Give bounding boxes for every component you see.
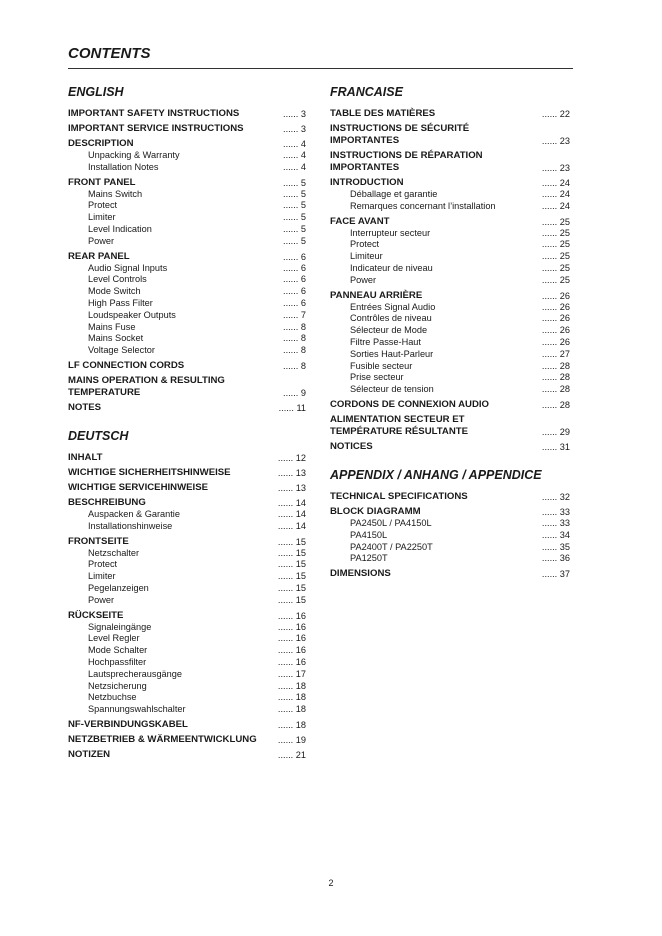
toc-entry-label: Filtre Passe-Haut	[350, 336, 421, 347]
toc-entry-label: Signaleingänge	[88, 621, 152, 632]
toc-entry-page: ...... 5	[283, 223, 306, 234]
toc-subentry[interactable]	[330, 239, 570, 251]
toc-subentry[interactable]	[68, 681, 306, 693]
toc-entry-page: ...... 25	[541, 239, 570, 250]
toc-entry-page: ...... 25	[541, 216, 570, 227]
section-heading: DEUTSCH	[68, 428, 129, 443]
toc-entry-label: Sélecteur de tension	[350, 384, 434, 395]
toc-entry-label: Limiteur	[350, 251, 383, 262]
toc-subentry[interactable]	[68, 298, 306, 310]
toc-entry-label: Limiter	[88, 571, 116, 582]
toc-entry-label: Indicateur de niveau	[350, 262, 433, 273]
toc-subentry[interactable]	[68, 633, 306, 645]
toc-entry-page: ...... 22	[541, 109, 570, 119]
toc-entry[interactable]	[330, 568, 570, 580]
toc-entry-label: Prise secteur	[350, 372, 404, 383]
toc-entry[interactable]	[68, 108, 306, 120]
toc-subentry[interactable]	[330, 542, 570, 554]
toc-entry-label: Mains Switch	[88, 188, 143, 199]
toc-entry-page: ...... 8	[283, 333, 306, 344]
toc-entry-page: ...... 29	[541, 426, 570, 437]
toc-entry-label: RÜCKSEITE	[68, 609, 124, 621]
toc-entry-page: ...... 6	[283, 297, 306, 308]
toc-entry-page: ...... 16	[277, 633, 306, 644]
toc-entry-label: TABLE DES MATIÈRES	[330, 108, 436, 119]
toc-entry-page: ...... 15	[277, 536, 306, 547]
toc-entry-page: ...... 34	[541, 529, 570, 540]
toc-entry-page: ...... 17	[277, 668, 306, 679]
toc-subentry[interactable]	[68, 200, 306, 212]
toc-entry[interactable]	[68, 536, 306, 548]
toc-entry-page: ...... 6	[283, 274, 306, 285]
toc-subentry[interactable]	[68, 669, 306, 681]
page-number: 2	[328, 878, 334, 888]
toc-entry-label: Lautsprecherausgänge	[88, 668, 182, 679]
toc-entry-page: ...... 18	[277, 704, 306, 715]
toc-entry-label: Installationshinweise	[88, 520, 173, 531]
toc-subentry[interactable]	[330, 361, 570, 373]
toc-entry-label: PANNEAU ARRIÈRE	[330, 289, 423, 301]
toc-entry-page: ...... 25	[541, 251, 570, 262]
toc-entry-page: ...... 26	[541, 336, 570, 347]
toc-entry-label: Netzsicherung	[88, 680, 147, 691]
toc-subentry[interactable]	[68, 622, 306, 634]
toc-subentry[interactable]	[68, 559, 306, 571]
toc-entry-page: ...... 25	[541, 227, 570, 238]
toc-entry-label: Mode Schalter	[88, 645, 148, 656]
toc-entry[interactable]	[330, 108, 570, 120]
toc-entry-page: ...... 15	[277, 594, 306, 605]
toc-entry-page: ...... 24	[541, 189, 570, 199]
toc-subentry[interactable]	[68, 571, 306, 583]
toc-entry-page: ...... 16	[277, 610, 306, 621]
toc-subentry[interactable]	[68, 657, 306, 669]
toc-entry-page: ...... 28	[541, 384, 570, 395]
toc-entry-label: FRONT PANEL	[68, 176, 136, 188]
toc-entry-label: IMPORTANT SAFETY INSTRUCTIONS	[68, 108, 240, 119]
toc-entry-label: Netzbuchse	[88, 692, 137, 703]
section-heading: APPENDIX / ANHANG / APPENDICE	[330, 467, 542, 482]
toc-entry-label: Level Regler	[88, 633, 140, 644]
toc-entry-page: ...... 16	[277, 645, 306, 656]
toc-entry-page: ...... 4	[283, 161, 306, 172]
toc-entry-label: Sorties Haut-Parleur	[350, 348, 434, 359]
toc-entry-page: ...... 18	[277, 719, 306, 730]
toc-entry-page: ...... 33	[541, 506, 570, 517]
toc-entry[interactable]	[330, 123, 570, 147]
toc-subentry[interactable]	[68, 704, 306, 716]
toc-entry[interactable]	[68, 138, 306, 150]
toc-entry-label: NETZBETRIEB & WÄRMEENTWICKLUNG	[68, 733, 257, 745]
toc-entry-page: ...... 15	[277, 559, 306, 570]
toc-entry-page: ...... 25	[541, 274, 570, 285]
toc-subentry[interactable]	[68, 162, 306, 174]
toc-entry-label: Protect	[350, 239, 380, 250]
toc-entry-label: Audio Signal Inputs	[88, 262, 168, 273]
page-title: CONTENTS	[68, 45, 151, 62]
toc-entry[interactable]	[68, 467, 306, 479]
toc-entry-label: INTRODUCTION	[330, 177, 404, 188]
toc-entry-page: ...... 4	[283, 139, 306, 149]
toc-entry-label: NOTIZEN	[68, 748, 111, 760]
toc-subentry[interactable]	[68, 224, 306, 236]
toc-entry-page: ...... 32	[541, 491, 570, 502]
toc-entry-page: ...... 6	[283, 262, 306, 273]
toc-entry-label: INSTRUCTIONS DE SÉCURITÉ IMPORTANTES	[330, 123, 470, 146]
toc-entry-page: ...... 14	[277, 520, 306, 531]
toc-entry-page: ...... 8	[283, 321, 306, 332]
toc-entry-page: ...... 9	[283, 387, 306, 398]
toc-entry-label: PA1250T	[350, 553, 388, 564]
toc-subentry[interactable]	[330, 228, 570, 240]
section-spacer	[330, 453, 570, 467]
toc-entry-label: INHALT	[68, 451, 103, 463]
toc-entry[interactable]	[68, 497, 306, 509]
toc-entry-label: CORDONS DE CONNEXION AUDIO	[330, 398, 490, 410]
toc-entry[interactable]	[68, 360, 306, 372]
toc-left-column	[68, 84, 306, 761]
toc-entry-page: ...... 33	[541, 517, 570, 528]
toc-entry-label: Protect	[88, 559, 118, 570]
toc-entry[interactable]	[68, 123, 306, 135]
toc-entry-label: Entrées Signal Audio	[350, 301, 436, 312]
toc-subentry[interactable]	[330, 530, 570, 542]
toc-entry-label: FRONTSEITE	[68, 535, 129, 547]
toc-subentry[interactable]	[330, 201, 570, 213]
toc-entry[interactable]	[330, 491, 570, 503]
toc-entry-label: NF-VERBINDUNGSKABEL	[68, 718, 188, 730]
toc-entry[interactable]	[330, 441, 570, 453]
toc-entry-label: Spannungswahlschalter	[88, 704, 186, 715]
toc-entry-page: ...... 5	[283, 235, 306, 246]
toc-entry-page: ...... 15	[277, 547, 306, 558]
toc-entry-label: Level Controls	[88, 274, 147, 285]
toc-entry-label: FACE AVANT	[330, 215, 390, 227]
toc-entry[interactable]	[330, 506, 570, 518]
toc-entry-label: BESCHREIBUNG	[68, 496, 146, 508]
toc-entry-label: Installation Notes	[88, 161, 159, 172]
toc-entry-page: ...... 26	[541, 325, 570, 336]
toc-subentry[interactable]	[68, 236, 306, 248]
toc-entry-label: Level Indication	[88, 223, 152, 234]
toc-entry[interactable]	[68, 734, 306, 746]
toc-entry-label: Limiter	[88, 212, 116, 223]
toc-entry-page: ...... 24	[541, 178, 570, 188]
toc-entry-label: IMPORTANT SERVICE INSTRUCTIONS	[68, 123, 244, 134]
toc-subentry[interactable]	[68, 548, 306, 560]
toc-entry-label: LF CONNECTION CORDS	[68, 359, 185, 371]
toc-subentry[interactable]	[68, 274, 306, 286]
toc-entry-page: ...... 28	[541, 372, 570, 383]
toc-entry[interactable]	[330, 177, 570, 189]
toc-subentry[interactable]	[68, 310, 306, 322]
toc-subentry[interactable]	[68, 333, 306, 345]
toc-entry-label: TECHNICAL SPECIFICATIONS	[330, 490, 468, 502]
toc-entry-page: ...... 18	[277, 680, 306, 691]
toc-entry[interactable]	[330, 216, 570, 228]
toc-entry-page: ...... 5	[283, 212, 306, 223]
toc-entry-label: DESCRIPTION	[68, 138, 134, 149]
section-heading: ENGLISH	[68, 85, 124, 99]
toc-entry[interactable]	[68, 719, 306, 731]
toc-entry-label: Power	[88, 594, 115, 605]
toc-entry-label: PA4150L	[350, 529, 388, 540]
toc-entry-page: ...... 23	[541, 136, 570, 146]
toc-entry-page: ...... 26	[541, 290, 570, 301]
toc-entry-page: ...... 11	[278, 402, 306, 413]
toc-entry-label: NOTICES	[330, 440, 373, 452]
toc-entry-page: ...... 5	[283, 188, 306, 199]
toc-subentry[interactable]	[68, 212, 306, 224]
toc-entry-label: DIMENSIONS	[330, 568, 391, 580]
toc-entry[interactable]	[68, 251, 306, 263]
toc-subentry[interactable]	[68, 286, 306, 298]
toc-entry-page: ...... 15	[277, 582, 306, 593]
toc-entry-label: Sélecteur de Mode	[350, 325, 428, 336]
toc-subentry[interactable]	[68, 645, 306, 657]
toc-subentry[interactable]	[330, 337, 570, 349]
toc-entry-label: Remarques concernant l’installation	[350, 200, 496, 211]
toc-entry-page: ...... 16	[277, 621, 306, 632]
toc-entry-label: ALIMENTATION SECTEUR ET TEMPÉRATURE RÉSULTANTE	[330, 413, 469, 437]
toc-entry-label: INSTRUCTIONS DE RÉPARATION IMPORTANTES	[330, 150, 483, 173]
toc-entry-page: ...... 36	[541, 553, 570, 564]
toc-subentry[interactable]	[68, 263, 306, 275]
toc-entry-label: Mains Socket	[88, 333, 144, 344]
toc-entry-page: ...... 26	[541, 313, 570, 324]
toc-entry-label: Protect	[88, 200, 118, 211]
toc-entry-page: ...... 6	[283, 251, 306, 262]
toc-entry[interactable]	[68, 749, 306, 761]
toc-entry[interactable]	[330, 290, 570, 302]
toc-entry-label: Power	[350, 274, 377, 285]
toc-entry-label: Hochpassfilter	[88, 656, 147, 667]
toc-right-column	[330, 84, 570, 580]
toc-entry[interactable]	[68, 375, 306, 399]
toc-subentry[interactable]	[68, 692, 306, 704]
toc-entry-page: ...... 7	[283, 309, 306, 320]
toc-entry-page: ...... 28	[541, 399, 570, 410]
toc-entry-page: ...... 31	[541, 441, 570, 452]
toc-entry-page: ...... 23	[541, 163, 570, 173]
toc-subentry[interactable]	[330, 313, 570, 325]
toc-entry-label: Unpacking & Warranty	[88, 150, 180, 160]
toc-subentry[interactable]	[68, 322, 306, 334]
toc-entry[interactable]	[330, 399, 570, 411]
toc-entry-label: Power	[88, 235, 115, 246]
toc-entry-page: ...... 8	[283, 345, 306, 356]
toc-entry-page: ...... 15	[277, 571, 306, 582]
toc-entry-label: Déballage et garantie	[350, 189, 438, 199]
title-rule	[68, 68, 573, 69]
toc-entry-page: ...... 3	[283, 109, 306, 119]
toc-entry[interactable]	[68, 482, 306, 494]
toc-entry-page: ...... 14	[277, 497, 306, 508]
toc-entry-label: Fusible secteur	[350, 360, 413, 371]
toc-entry-label: REAR PANEL	[68, 250, 130, 262]
toc-entry-label: PA2450L / PA4150L	[350, 517, 432, 528]
toc-entry-page: ...... 21	[277, 749, 306, 760]
toc-entry-page: ...... 13	[277, 482, 306, 493]
toc-entry-page: ...... 18	[277, 692, 306, 703]
toc-entry-label: Pegelanzeigen	[88, 582, 149, 593]
toc-entry-page: ...... 3	[283, 124, 306, 134]
toc-entry-page: ...... 5	[283, 177, 306, 188]
toc-subentry[interactable]	[68, 345, 306, 357]
toc-entry-page: ...... 28	[541, 360, 570, 371]
toc-entry-label: Mode Switch	[88, 286, 141, 297]
toc-entry-label: Contrôles de niveau	[350, 313, 432, 324]
toc-entry-page: ...... 25	[541, 262, 570, 273]
toc-entry[interactable]	[330, 414, 570, 438]
toc-entry-page: ...... 27	[541, 348, 570, 359]
toc-entry-page: ...... 19	[277, 734, 306, 745]
toc-entry-label: MAINS OPERATION & RESULTING TEMPERATURE	[68, 374, 225, 398]
toc-subentry[interactable]	[330, 189, 570, 201]
toc-entry[interactable]	[68, 610, 306, 622]
toc-subentry[interactable]	[330, 553, 570, 565]
toc-subentry[interactable]	[330, 372, 570, 384]
toc-subentry[interactable]	[330, 263, 570, 275]
toc-entry-label: High Pass Filter	[88, 297, 153, 308]
toc-entry-page: ...... 13	[277, 467, 306, 478]
toc-subentry[interactable]	[68, 521, 306, 533]
toc-entry-page: ...... 6	[283, 286, 306, 297]
toc-subentry[interactable]	[330, 518, 570, 530]
toc-entry-label: BLOCK DIAGRAMM	[330, 505, 421, 517]
toc-entry-label: WICHTIGE SICHERHEITSHINWEISE	[68, 466, 231, 478]
toc-subentry[interactable]	[330, 325, 570, 337]
toc-entry-page: ...... 16	[277, 656, 306, 667]
toc-entry-label: NOTES	[68, 401, 102, 413]
toc-entry-label: Auspacken & Garantie	[88, 508, 180, 519]
toc-subentry[interactable]	[330, 349, 570, 361]
toc-subentry[interactable]	[330, 251, 570, 263]
toc-entry-page: ...... 35	[541, 541, 570, 552]
toc-subentry[interactable]	[68, 189, 306, 201]
toc-entry-page: ...... 8	[283, 360, 306, 371]
toc-subentry[interactable]	[68, 595, 306, 607]
section-spacer	[68, 414, 306, 428]
toc-entry-label: Interrupteur secteur	[350, 227, 431, 238]
toc-entry[interactable]	[330, 150, 570, 174]
toc-entry-page: ...... 37	[541, 569, 570, 580]
toc-entry[interactable]	[68, 452, 306, 464]
toc-entry-label: Mains Fuse	[88, 321, 136, 332]
toc-subentry[interactable]	[330, 302, 570, 314]
toc-entry-page: ...... 5	[283, 200, 306, 211]
toc-entry-label: Loudspeaker Outputs	[88, 309, 176, 320]
toc-entry-label: PA2400T / PA2250T	[350, 541, 433, 552]
toc-subentry[interactable]	[68, 583, 306, 595]
toc-entry-page: ...... 24	[541, 200, 570, 211]
toc-subentry[interactable]	[330, 384, 570, 396]
toc-entry-page: ...... 14	[277, 508, 306, 519]
toc-entry-label: Voltage Selector	[88, 345, 155, 356]
toc-entry-label: WICHTIGE SERVICEHINWEISE	[68, 481, 209, 493]
toc-entry[interactable]	[68, 402, 306, 414]
toc-entry-label: Netzschalter	[88, 547, 140, 558]
toc-subentry[interactable]	[68, 509, 306, 521]
toc-subentry[interactable]	[330, 275, 570, 287]
section-heading: FRANCAISE	[330, 85, 403, 99]
toc-subentry[interactable]	[68, 150, 306, 162]
toc-entry-page: ...... 12	[277, 452, 306, 463]
toc-entry[interactable]	[68, 177, 306, 189]
toc-entry-page: ...... 26	[541, 301, 570, 312]
toc-entry-page: ...... 4	[283, 150, 306, 160]
